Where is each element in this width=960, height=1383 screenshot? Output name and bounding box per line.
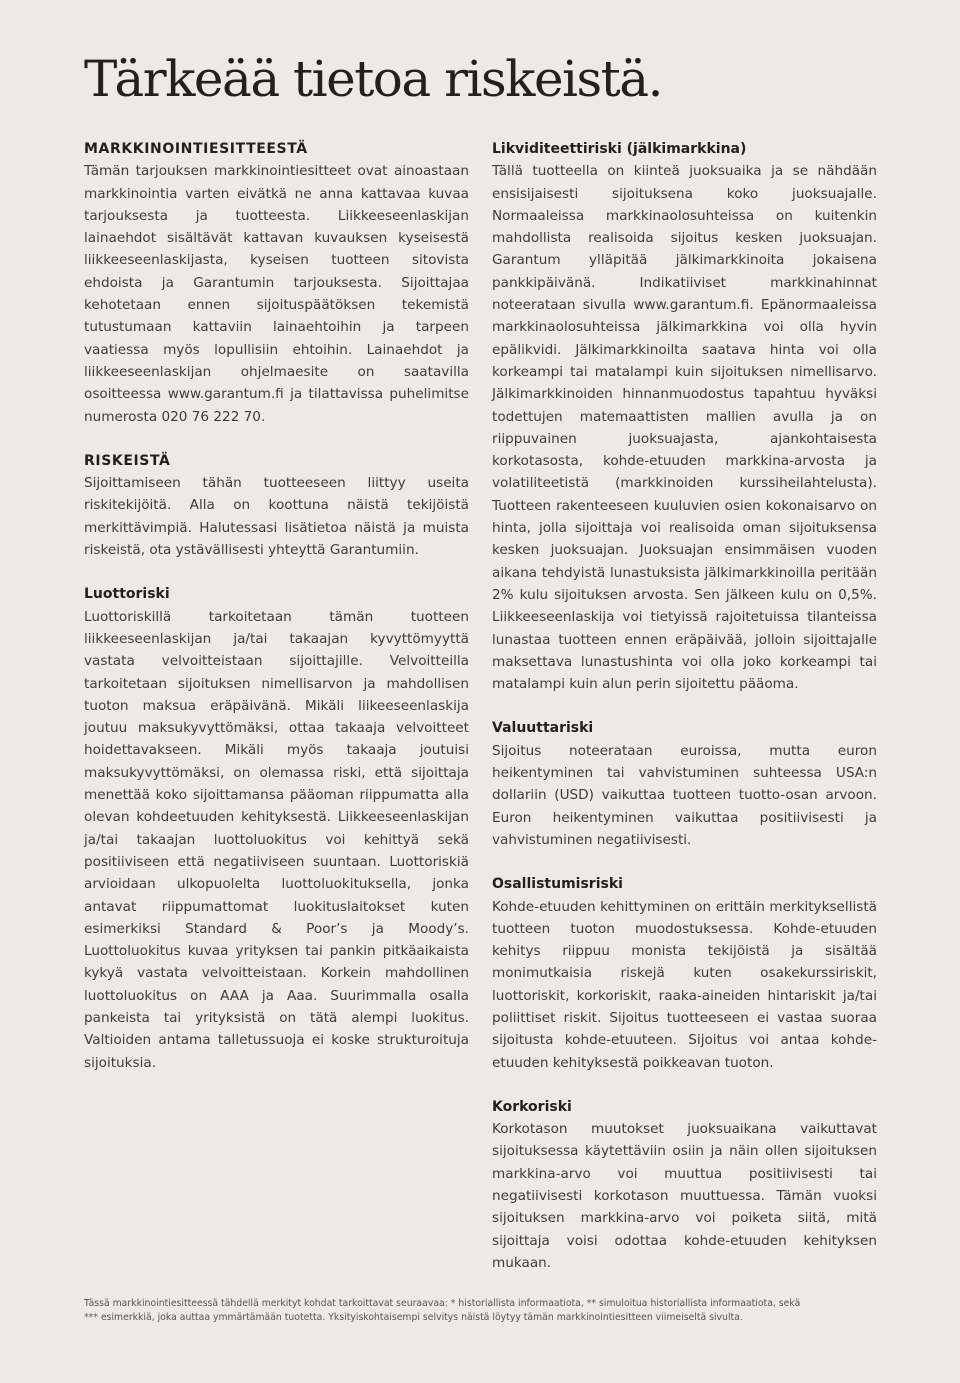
- left-column: [84, 138, 469, 1096]
- section-heading: Valuuttariski: [492, 720, 594, 737]
- section-body: Tällä tuotteella on kiinteä juoksuaika ja se nähdään ensisijaisesti sijoituksena koko juoksuajalle. Normaaleissa markkinaolosuhteissa on kuitenkin mahdollista realisoida sijoitus kesken juoksuajan. Garantum ylläpitää jälkimarkkinoita jokaisena pankkipäivänä. Indikatiiviset markkinahinnat noteerataan sivulla www.garantum.fi. Epänormaaleissa markkinaolosuhteissa jälkimarkkina voi olla hyvin epälikvidi. Jälkimarkkinoilta saatava hinta voi olla korkeampi tai matalampi kuin sijoituksen nimellisarvo. Jälkimarkkinoiden hinnanmuodostus tapahtuu hyväksi todettujen matemaattisten mallien avulla ja on riippuvainen juoksuajasta, ajankohtaisesta korkotasosta, kohde-etuuden markkina-arvosta ja volatiliteetistä (markkinoiden kurssiheilahtelusta). Tuotteen rakenteeseen kuuluvien osien kokonaisarvo on hinta, jolla sijoittaja voi realisoida oman sijoituksensa kesken juoksuajan. Juoksuajan ensimmäisen vuoden aikana tehdyistä lunastuksista jälkimarkkinoilla peritään 2% kulu sijoituksen arvosta. Sen jälkeen kulu on 0,5%. Liikkeeseenlaskija voi tietyissä rajoitetuissa tilanteissa lunastaa tuotteen ennen eräpäivää, jolloin sijoittajalle maksettava lunastushinta voi olla joko korkeampi tai matalampi kuin alun perin sijoitettu pääoma.: [492, 163, 877, 693]
- section-likviditeettiriski: [492, 138, 877, 695]
- section-body: Sijoittamiseen tähän tuotteeseen liittyy useita riskitekijöitä. Alla on koottuna näistä tekijöistä merkittävimpiä. Halutessasi lisätietoa näistä ja muista riskeistä, ota ystävällisesti yhteyttä Garantumiin.: [84, 475, 469, 559]
- section-riskeista: [84, 450, 469, 561]
- section-body: Kohde-etuuden kehittyminen on erittäin merkityksellistä tuotteen tuoton muodostuksessa. Kohde-etuuden kehitys riippuu monista tekijöistä ja sisältää monimutkaisia riskejä kuten osakekurssiriskit, luottoriskit, korkoriskit, raaka-aineiden hintariskit ja/tai poliittiset riskit. Sijoitus tuotteeseen ei vastaa suoraa sijoitusta kohde-etuuteen. Sijoitus voi antaa kohde-etuuden kehityksestä poikkeavan tuoton.: [492, 898, 877, 1071]
- section-markkinointiesitteesta: [84, 138, 469, 428]
- section-heading: Likviditeettiriski (jälkimarkkina): [492, 141, 747, 157]
- page-title: Tärkeää tietoa riskeistä.: [84, 50, 662, 108]
- footnote-line: Tässä markkinointiesitteessä tähdellä merkityt kohdat tarkoittavat seuraavaa: * historiallista informaatiota, ** simuloitua historiallista informaatiota, sekä: [84, 1298, 801, 1309]
- section-korkoriski: [492, 1096, 877, 1274]
- section-heading: Osallistumisriski: [492, 876, 623, 893]
- footnote-line: *** esimerkkiä, joka auttaa ymmärtämään tuotetta. Yksityiskohtaisempi selvitys näistä löytyy tämän markkinointiesitteen viimeiseltä sivulta.: [84, 1311, 743, 1323]
- section-body: Korkotason muutokset juoksuaikana vaikuttavat sijoituksessa käytettäviin osiin ja näin ollen sijoituksen markkina-arvo voi muuttua positiivisesti tai negatiivisesti korkotason muuttuessa. Tämän vuoksi sijoituksen markkina-arvo voi poiketa siitä, mitä sijoittaja voisi odottaa kohde-etuuden kehityksen mukaan.: [492, 1121, 877, 1271]
- section-heading: Korkoriski: [492, 1098, 572, 1115]
- section-luottoriski: [84, 583, 469, 1074]
- section-body: Sijoitus noteerataan euroissa, mutta euron heikentyminen tai vahvistuminen suhteessa USA:n dollariin (USD) vaikuttaa tuotteen tuotto-osan arvoon. Euron heikentyminen vaikuttaa positiivisesti ja vahvistuminen negatiivisesti.: [492, 742, 877, 848]
- section-body: Tämän tarjouksen markkinointiesitteet ovat ainoastaan markkinointia varten eivätkä ne anna kattavaa kuvaa tarjouksesta ja tuotteesta. Liikkeeseenlaskijan lainaehdot sisältävät kattavan kuvauksen kyseisestä liikkeeseenlaskijasta, kyseisen tuotteen sitovista ehdoista ja Garantumin tarjouksesta. Sijoittajaa kehotetaan ennen sijoituspäätöksen tekemistä tutustumaan kattaviin lainaehtoihin ja tarpeen vaatiessa myös lopullisiin ehtoihin. Lainaehdot ja liikkeeseenlaskijan ohjelmaesite on saatavilla osoitteessa www.garantum.fi ja tilattavissa puhelimitse numerosta 020 76 222 70.: [84, 163, 469, 425]
- section-valuuttariski: [492, 717, 877, 851]
- right-column: [492, 138, 877, 1296]
- section-heading: Luottoriski: [84, 586, 170, 603]
- section-heading: RISKEISTÄ: [84, 452, 171, 469]
- footnote: [84, 1297, 874, 1324]
- section-body: Luottoriskillä tarkoitetaan tämän tuotteen liikkeeseenlaskijan ja/tai takaajan kyvyttömyyttä vastata velvoitteistaan sijoittajille. Velvoitteilla tarkoitetaan sijoituksen nimellisarvon ja mahdollisen tuoton maksua eräpäivänä. Mikäli liikeeseenlaskija joutuu maksukyvyttömäksi, ottaa takaaja velvoitteet hoidettavakseen. Mikäli myös takaaja joutuisi maksukyvyttömäksi, on olemassa riski, että sijoittaja menettää koko sijoittamansa pääoman riippumatta alla olevan kohdeetuuden kehityksestä. Liikkeeseenlaskijan ja/tai takaajan luottoluokitus voi kehittyä sekä positiiviseen että negatiiviseen suuntaan. Luottoriskiä arvioidaan ulkopuolelta luottoluokituksella, jonka antavat riippumattomat luokituslaitokset kuten esimerkiksi Standard & Poor’s ja Moody’s. Luottoluokitus kuvaa yrityksen tai pankin pitkäaikaista kykyä vastata velvoitteistaan. Korkein mahdollinen luottoluokitus on AAA ja Aaa. Suurimmalla osalla pankeista tai yrityksistä on tätä alempi luokitus. Valtioiden antama talletussuoja ei koske strukturoituja sijoituksia.: [84, 608, 469, 1071]
- section-heading: MARKKINOINTIESITTEESTÄ: [84, 141, 308, 157]
- section-osallistumisriski: [492, 873, 877, 1074]
